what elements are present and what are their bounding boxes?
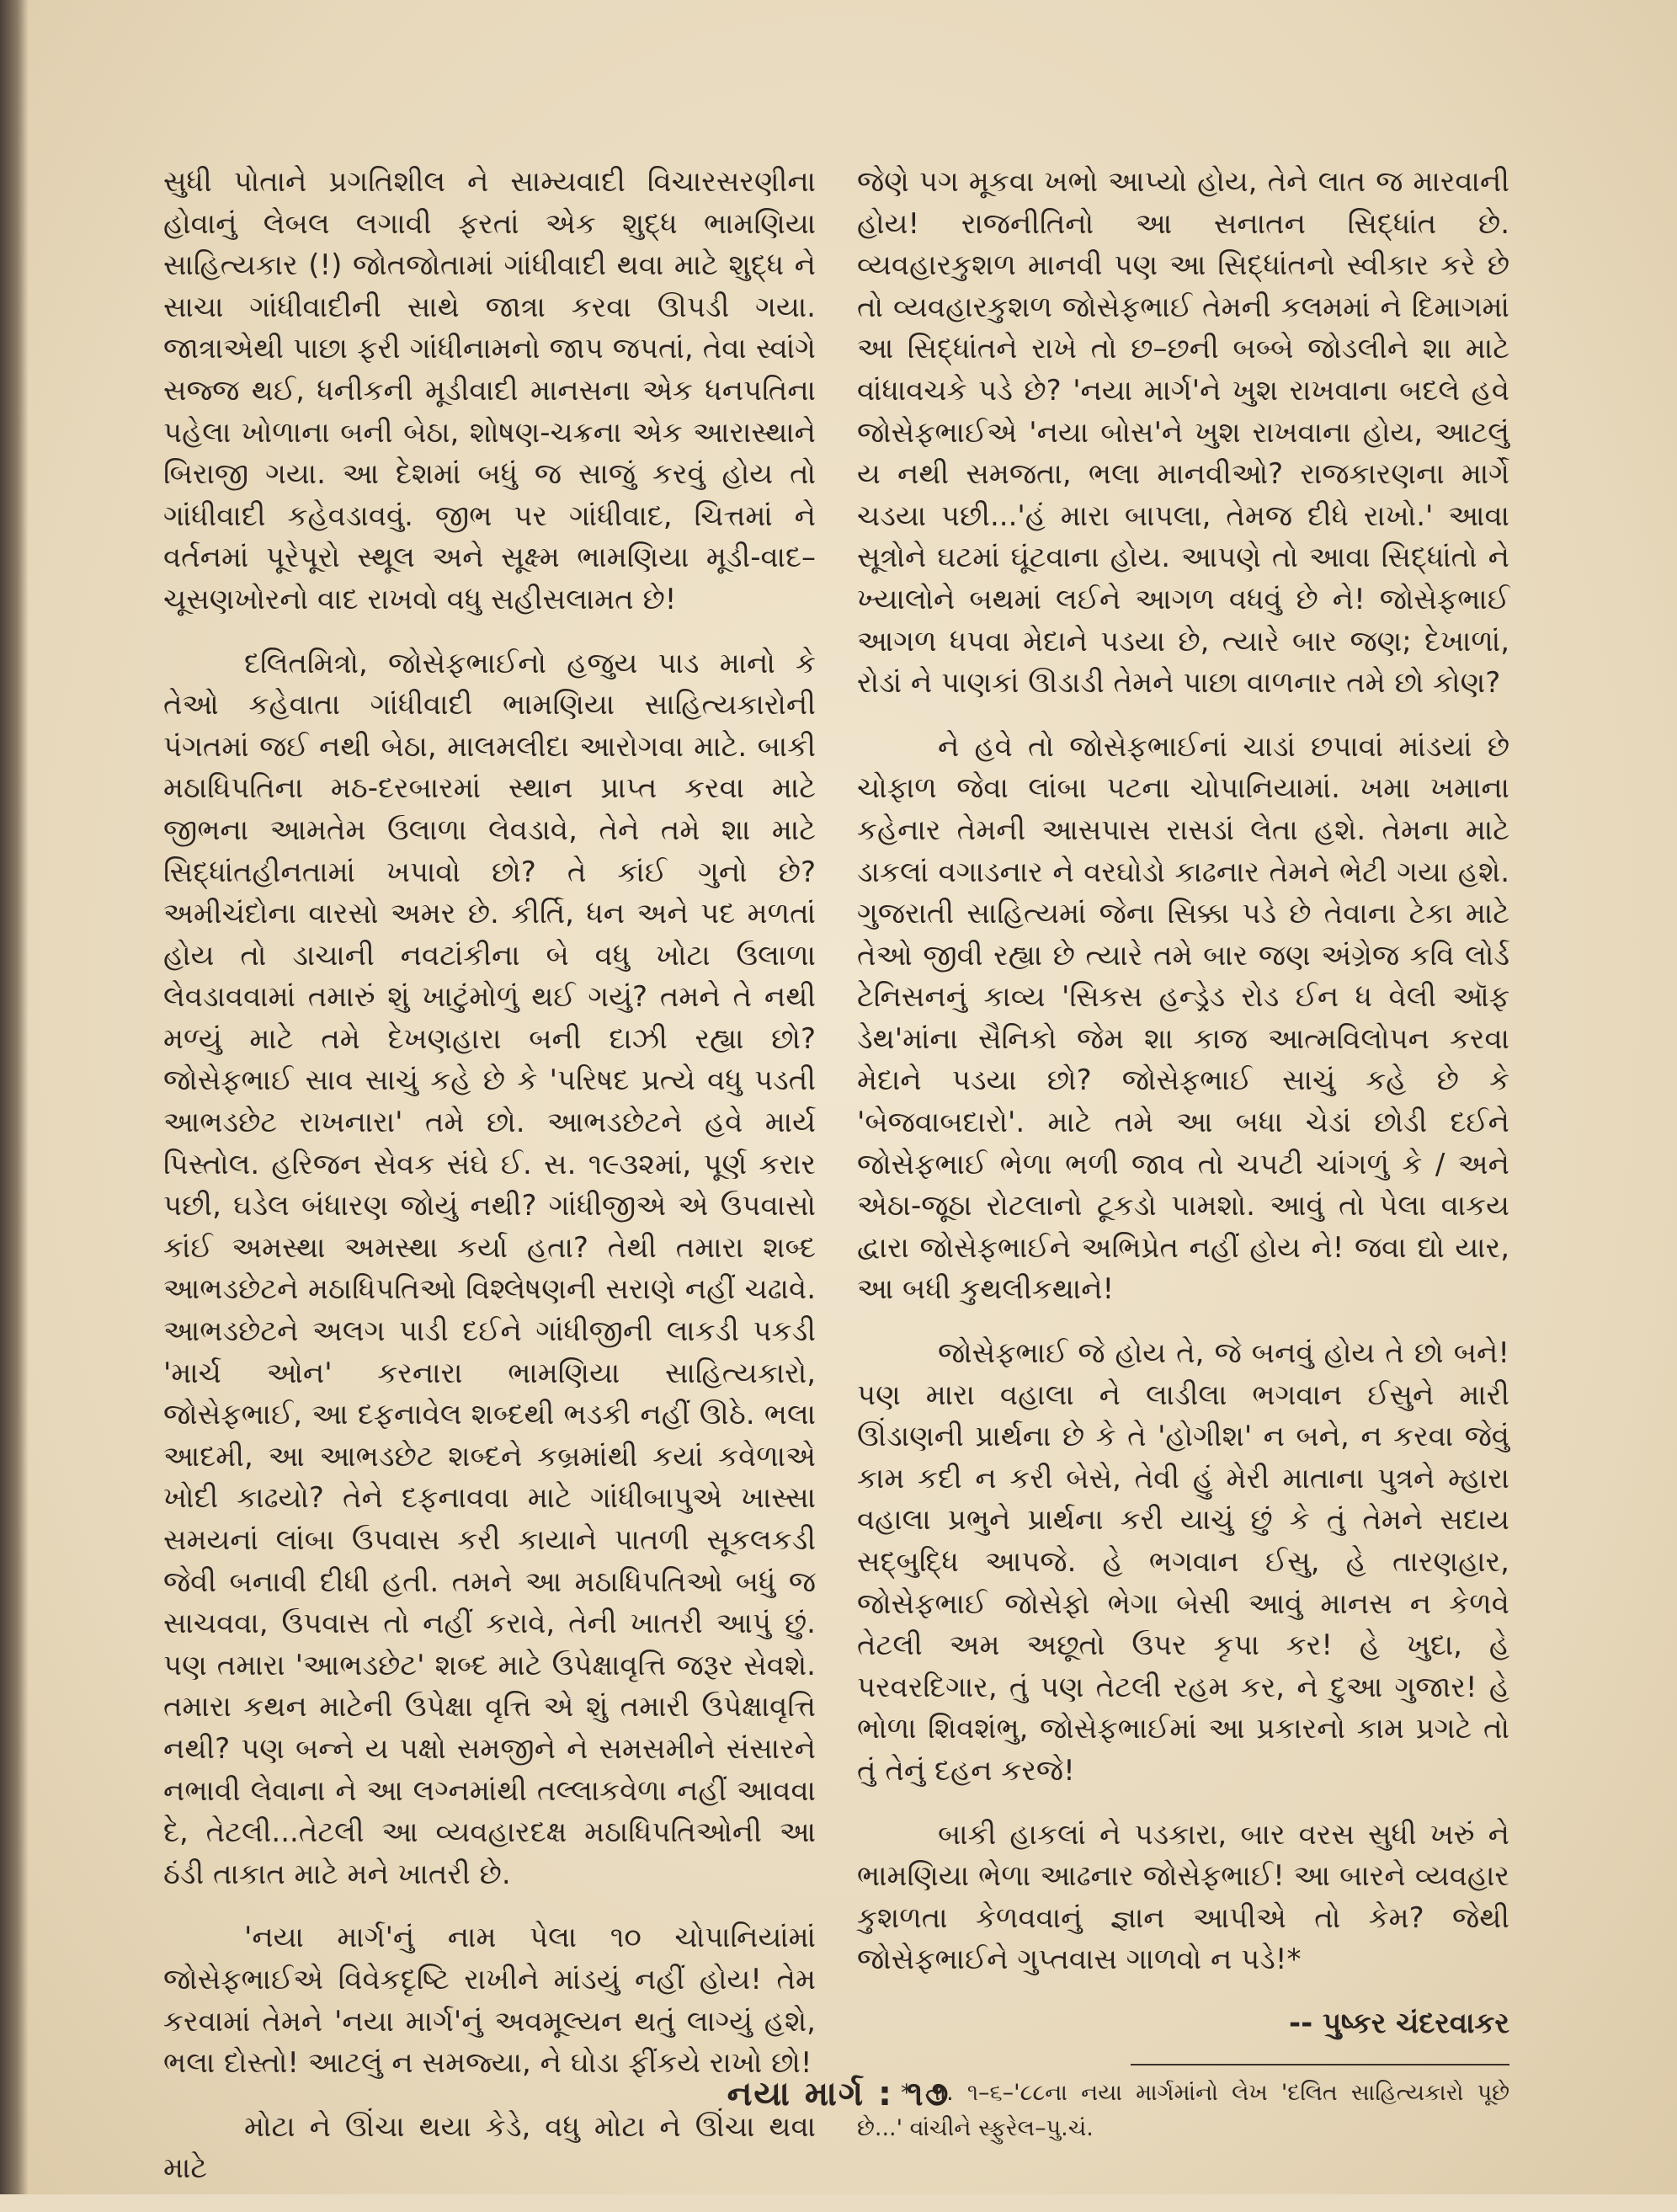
right-paragraph-2: ને હવે તો જોસેફભાઈનાં ચાડાં છપાવાં માંડયાં છે ચોફાળ જેવા લાંબા પટના ચોપાનિયામાં. ખમા ખમાના કહેનાર તેમની આસપાસ રાસડાં લેતા હશે. તેમના માટે ડાકલાં વગાડનાર ને વરઘોડો કાઢનાર તેમને ભેટી ગયા હશે. ગુજરાતી સાહિત્યમાં જેના સિક્કા પડે છે તેવાના ટેકા માટે તેઓ જીવી રહ્યા છે ત્યારે તમે બાર જણ અંગ્રેજ કવિ લોર્ડ ટેનિસનનું કાવ્ય 'સિકસ હન્ડ્રેડ રોડ ઈન ધ વેલી ઑફ ડેથ'માંના સૈનિકો જેમ શા કાજ આત્મવિલોપન કરવા મેદાને પડયા છો? જોસેફભાઈ સાચું કહે છે કે 'બેજવાબદારો'. માટે તમે આ બધા ચેડાં છોડી દઈને જોસેફભાઈ ભેળા ભળી જાવ તો ચપટી ચાંગળું કે / અને એઠા-જૂઠા રોટલાનો ટૂકડો પામશો. આવું તો પેલા વાકય દ્વારા જોસેફભાઈને અભિપ્રેત નહીં હોય ને! જવા દ્યો યાર, આ બધી કુથલીકથાને!	[857, 729, 1509, 1307]
footnote: * તા. ૧–૬–'૮૮ના નયા માર્ગમાંનો લેખ 'દલિત સાહિત્યકારો પૂછે છે...' વાંચીને સ્ફુરેલ–પુ.ચં.	[857, 2079, 1509, 2141]
right-paragraph-3: જોસેફભાઈ જે હોય તે, જે બનવું હોય તે છો બને! પણ મારા વહાલા ને લાડીલા ભગવાન ઈસુને મારી ઊંડાણની પ્રાર્થના છે કે તે 'હોગીશ' ન બને, ન કરવા જેવું કામ કદી ન કરી બેસે, તેવી હું મેરી માતાના પુત્રને મ્હારા વહાલા પ્રભુને પ્રાર્થના કરી યાચું છું કે તું તેમને સદાય સદ્બુદ્ધિ આપજે. હે ભગવાન ઈસુ, હે તારણહાર, જોસેફભાઈ જોસેફો ભેગા બેસી આવું માનસ ન કેળવે તેટલી અમ અછૂતો ઉપર કૃપા કર! હે ખુદા, હે પરવરદિગાર, તું પણ તેટલી રહમ કર, ને દુઆ ગુજાર! હે ભોળા શિવશંભુ, જોસેફભાઈમાં આ પ્રકારનો કામ પ્રગટે તો તું તેનું દહન કરજે!	[857, 1336, 1509, 1788]
right-paragraph-4: બાકી હાકલાં ને પડકારા, બાર વરસ સુધી ખરું ને ભામણિયા ભેળા આઢનાર જોસેફભાઈ! આ બારને વ્યવહાર કુશળતા કેળવવાનું જ્ઞાન આપીએ તો કેમ? જેથી જોસેફભાઈને ગુપ્તવાસ ગાળવો ન પડે!*	[857, 1817, 1509, 1977]
left-column	[163, 162, 816, 2212]
page-footer: નયા માર્ગ : ૧૭	[727, 2075, 950, 2113]
left-paragraph-4: મોટા ને ઊંચા થયા કેડે, વધુ મોટા ને ઊંચા થવા માટે	[163, 2109, 816, 2186]
left-paragraph-3: 'નયા માર્ગ'નું નામ પેલા ૧૦ ચોપાનિયાંમાં જોસેફભાઈએ વિવેકદૃષ્ટિ રાખીને માંડયું નહીં હોય! તેમ કરવામાં તેમને 'નયા માર્ગ'નું અવમૂલ્યન થતું લાગ્યું હશે, ભલા દોસ્તો! આટલું ન સમજ્યા, ને ઘોડા ફીંકયે રાખો છો!	[163, 1921, 816, 2081]
author-signature: -- પુષ્કર ચંદરવાકર	[1289, 2006, 1509, 2040]
right-paragraph-1: જેણે પગ મૂકવા ખભો આપ્યો હોય, તેને લાત જ મારવાની હોય! રાજનીતિનો આ સનાતન સિદ્ધાંત છે. વ્યવહારકુશળ માનવી પણ આ સિદ્ધાંતનો સ્વીકાર કરે છે તો વ્યવહારકુશળ જોસેફભાઈ તેમની કલમમાં ને દિમાગમાં આ સિદ્ધાંતને રાખે તો છ–છની બબ્બે જોડલીને શા માટે વાંધાવચકે પડે છે? 'નયા માર્ગ'ને ખુશ રાખવાના બદલે હવે જોસેફભાઈએ 'નયા બોસ'ને ખુશ રાખવાના હોય, આટલું ય નથી સમજતા, ભલા માનવીઓ? રાજકારણના માર્ગે ચડયા પછી...'હં મારા બાપલા, તેમજ દીધે રાખો.' આવા સૂત્રોને ઘટમાં ઘૂંટવાના હોય. આપણે તો આવા સિદ્ધાંતો ને ખ્યાલોને બથમાં લઈને આગળ વધવું છે ને! જોસેફભાઈ આગળ ધપવા મેદાને પડયા છે, ત્યારે બાર જણ; દેખાળાં, રોડાં ને પાણકાં ઊડાડી તેમને પાછા વાળનાર તમે છો કોણ?	[857, 165, 1509, 701]
left-paragraph-1: સુધી પોતાને પ્રગતિશીલ ને સામ્યવાદી વિચારસરણીના હોવાનું લેબલ લગાવી ફરતાં એક શુદ્ધ ભામણિયા સાહિત્યકાર (!) જોતજોતામાં ગાંધીવાદી થવા માટે શુદ્ધ ને સાચા ગાંધીવાદીની સાથે જાત્રા કરવા ઊપડી ગયા. જાત્રાએથી પાછા ફરી ગાંધીનામનો જાપ જપતાં, તેવા સ્વાંગે સજ્જ થઈ, ધનીકની મૂડીવાદી માનસના એક ધનપતિના પહેલા ખોળાના બની બેઠા, શોષણ-ચક્રના એક આરાસ્થાને બિરાજી ગયા. આ દેશમાં બધું જ સાજું કરવું હોય તો ગાંધીવાદી કહેવડાવવું. જીભ પર ગાંધીવાદ, ચિત્તમાં ને વર્તનમાં પૂરેપૂરો સ્થૂલ અને સૂક્ષ્મ ભામણિયા મૂડી-વાદ–ચૂસણખોરનો વાદ રાખવો વધુ સહીસલામત છે!	[163, 165, 816, 616]
footnote-rule	[1131, 2064, 1509, 2065]
right-column	[857, 162, 1509, 2146]
page-binding-edge	[0, 0, 29, 2194]
left-paragraph-2: દલિતમિત્રો, જોસેફભાઈનો હજુય પાડ માનો કે તેઓ કહેવાતા ગાંધીવાદી ભામણિયા સાહિત્યકારોની પંગતમાં જઈ નથી બેઠા, માલમલીદા આરોગવા માટે. બાકી મઠાધિપતિના મઠ-દરબારમાં સ્થાન પ્રાપ્ત કરવા માટે જીભના આમતેમ ઉલાળા લેવડાવે, તેને તમે શા માટે સિદ્ધાંતહીનતામાં ખપાવો છો? તે કાંઈ ગુનો છે? અમીચંદોના વારસો અમર છે. કીર્તિ, ધન અને પદ મળતાં હોય તો ડાચાની નવટાંકીના બે વધુ ખોટા ઉલાળા લેવડાવવામાં તમારું શું ખાટુંમોળું થઈ ગયું? તમને તે નથી મળ્યું માટે તમે દેખણહારા બની દાઝી રહ્યા છો? જોસેફભાઈ સાવ સાચું કહે છે કે 'પરિષદ પ્રત્યે વધુ પડતી આભડછેટ રાખનારા' તમે છો. આભડછેટને હવે માર્ય પિસ્તોલ. હરિજન સેવક સંઘે ઈ. સ. ૧૯૩૨માં, પૂર્ણ કરાર પછી, ઘડેલ બંધારણ જોયું નથી? ગાંધીજીએ એ ઉપવાસો કાંઈ અમસ્થા અમસ્થા કર્યા હતા? તેથી તમારા શબ્દ આભડછેટને મઠાધિપતિઓ વિશ્લેષણની સરાણે નહીં ચઢાવે. આભડછેટને અલગ પાડી દઈને ગાંધીજીની લાકડી પકડી 'માર્ચ ઓન' કરનારા ભામણિયા સાહિત્યકારો, જોસેફભાઈ, આ દફનાવેલ શબ્દથી ભડકી નહીં ઊઠે. ભલા આદમી, આ આભડછેટ શબ્દને કબ્રમાંથી કયાં કવેળાએ ખોદી કાઢયો? તેને દફનાવવા માટે ગાંધીબાપુએ ખાસ્સા સમયનાં લાંબા ઉપવાસ કરી કાયાને પાતળી સૂકલકડી જેવી બનાવી દીધી હતી. તમને આ મઠાધિપતિઓ બધું જ સાચવવા, ઉપવાસ તો નહીં કરાવે, તેની ખાતરી આપું છું. પણ તમારા 'આભડછેટ' શબ્દ માટે ઉપેક્ષાવૃત્તિ જરૂર સેવશે. તમારા કથન માટેની ઉપેક્ષા વૃત્તિ એ શું તમારી ઉપેક્ષાવૃત્તિ નથી? પણ બન્ને ય પક્ષો સમજીને ને સમસમીને સંસારને નભાવી લેવાના ને આ લગ્નમાંથી તલ્લાકવેળા નહીં આવવા દે, તેટલી...તેટલી આ વ્યવહારદક્ષ મઠાધિપતિઓની આ ઠંડી તાકાત માટે મને ખાતરી છે.	[163, 646, 816, 1891]
